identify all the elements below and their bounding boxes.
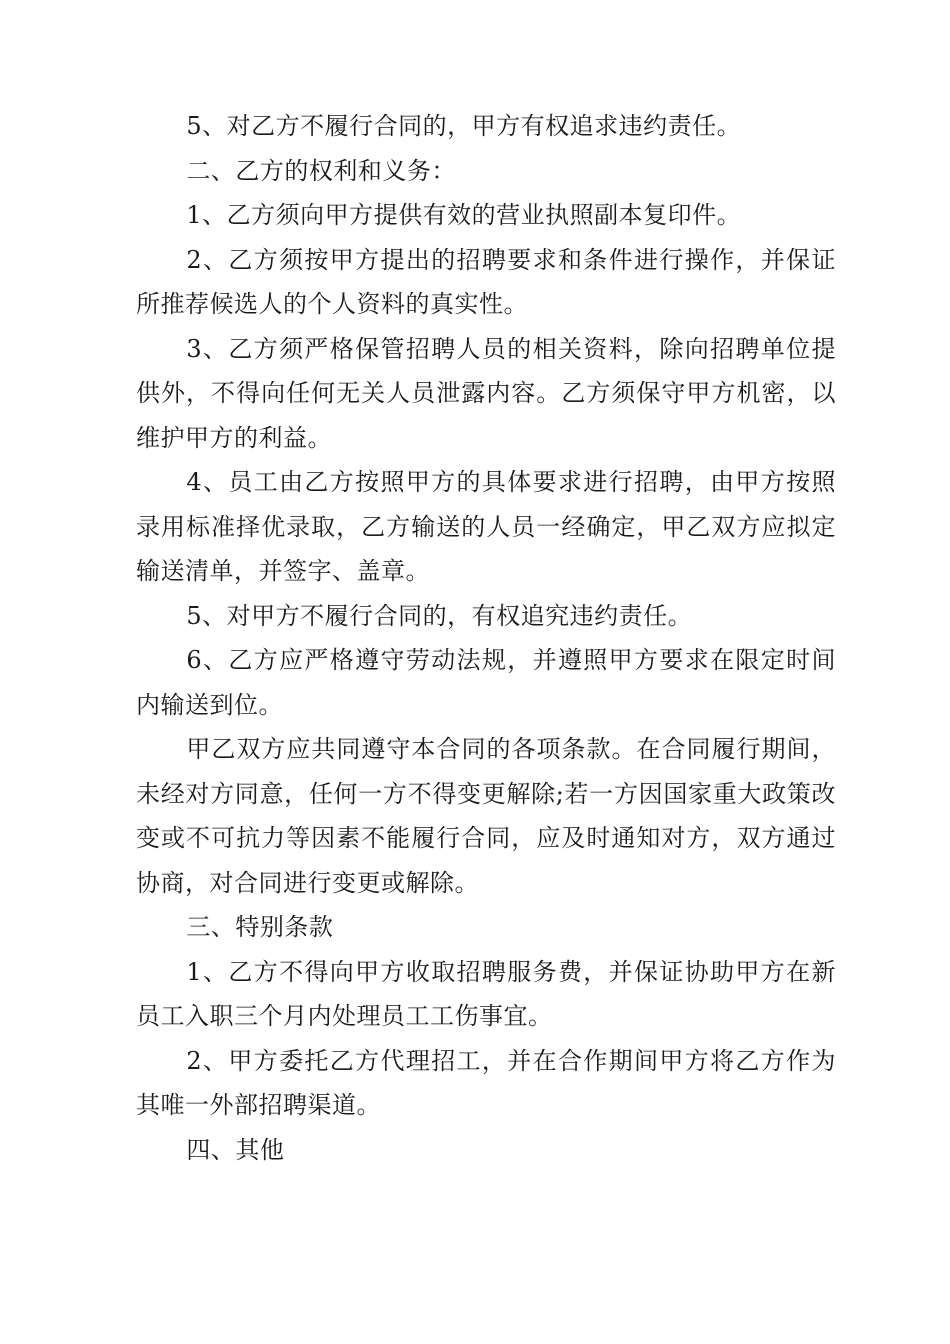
section-heading: 四、其他 [186,1135,285,1164]
clause-paragraph: 1、乙方不得向甲方收取招聘服务费，并保证协助甲方在新员工入职三个月内处理员工工伤事宜。 [136,957,836,1030]
clause-paragraph: 6、乙方应严格遵守劳动法规，并遵照甲方要求在限定时间内输送到位。 [136,646,836,719]
document-page [136,104,836,1172]
clause-paragraph: 5、对甲方不履行合同的，有权追究违约责任。 [186,601,693,630]
section-heading: 二、乙方的权利和义务： [186,156,456,185]
clause-paragraph: 1、乙方须向甲方提供有效的营业执照副本复印件。 [186,201,742,229]
clause-paragraph: 甲乙双方应共同遵守本合同的各项条款。在合同履行期间，未经对方同意，任何一方不得变更解除;若一方因国家重大政策改变或不可抗力等因素不能履行合同，应及时通知对方，双方通过协商，对合同进行变更或解除。 [136,735,836,897]
clause-paragraph: 4、员工由乙方按照甲方的具体要求进行招聘，由甲方按照录用标准择优录取，乙方输送的人员一经确定，甲乙双方应拟定输送清单，并签字、盖章。 [136,468,836,585]
section-heading: 三、特别条款 [186,913,334,941]
clause-paragraph: 2、乙方须按甲方提出的招聘要求和条件进行操作，并保证所推荐候选人的个人资料的真实性。 [136,245,836,318]
clause-paragraph: 5、对乙方不履行合同的，甲方有权追求违约责任。 [186,112,742,140]
clause-paragraph: 3、乙方须严格保管招聘人员的相关资料，除向招聘单位提供外，不得向任何无关人员泄露内容。乙方须保守甲方机密，以维护甲方的利益。 [136,334,836,452]
clause-paragraph: 2、甲方委托乙方代理招工，并在合作期间甲方将乙方作为其唯一外部招聘渠道。 [136,1046,836,1119]
